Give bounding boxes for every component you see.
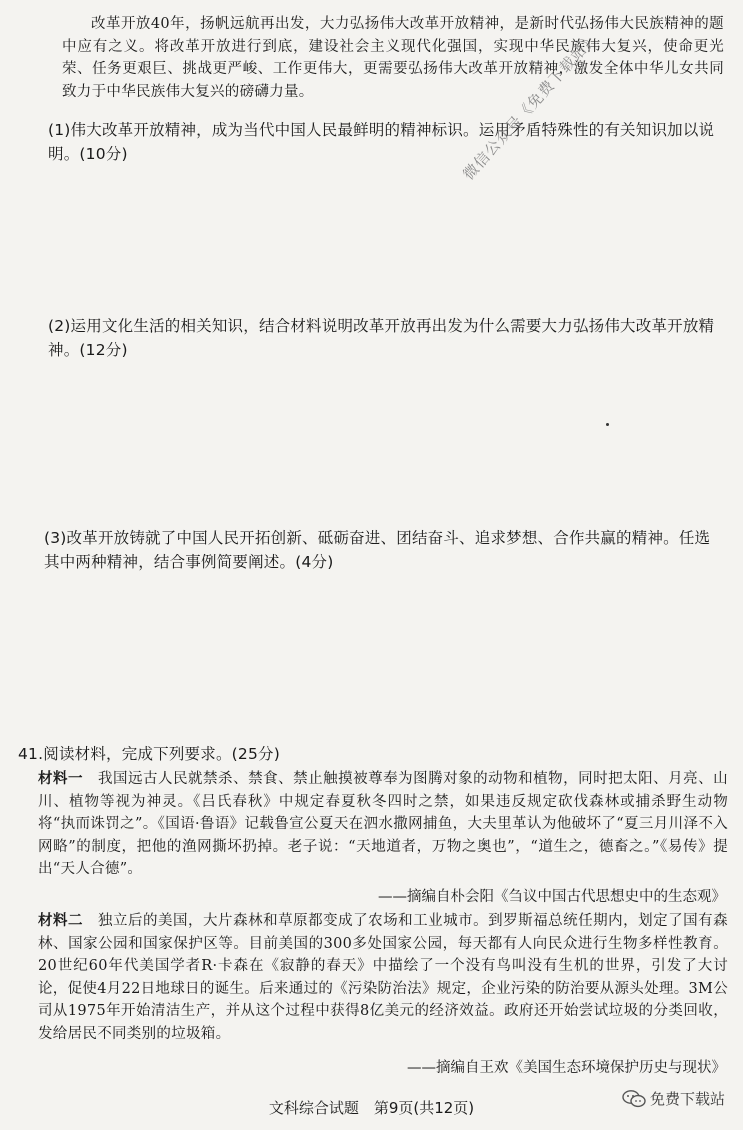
material-2-label: 材料二 bbox=[38, 912, 84, 929]
wechat-badge bbox=[622, 1088, 725, 1109]
material-2 bbox=[38, 910, 728, 1045]
source-2: ——摘编自王欢《美国生态环境保护历史与现状》 bbox=[407, 1060, 726, 1076]
question-2: (2)运用文化生活的相关知识，结合材料说明改革开放再出发为什么需要大力弘扬伟大改革开放精神。(12分) bbox=[48, 317, 715, 359]
wechat-label: 免费下载站 bbox=[650, 1090, 726, 1108]
question-41: 41.阅读材料，完成下列要求。(25分) bbox=[18, 745, 280, 763]
question-1: (1)伟大改革开放精神，成为当代中国人民最鲜明的精神标识。运用矛盾特殊性的有关知识加以说明。(10分) bbox=[48, 121, 715, 163]
watermark-text: 微信公众号《免费下载站》 bbox=[459, 28, 602, 184]
page-footer: 文科综合试题 第9页(共12页) bbox=[268, 1099, 475, 1117]
material-1-label: 材料一 bbox=[38, 770, 84, 787]
material-2-text: 独立后的美国，大片森林和草原都变成了农场和工业城市。到罗斯福总统任期内，划定了国有森林、国家公园和国家保护区等。目前美国的300多处国家公园，每天都有人向民众进行生物多样性教育。20世纪60年代美国学者R·卡森在《寂静的春天》中描绘了一个没有鸟叫没有生机的世界，引发了大讨论，促使4月22日地球日的诞生。后来通过的《污染防治法》规定，企业污染的防治要从源头处理。3M公司从1975年开始清洁生产，并从这个过程中获得8亿美元的经济效益。政府还开始尝试垃圾的分类回收，发给居民不同类别的垃圾箱。 bbox=[38, 913, 728, 1042]
source-1: ——摘编自朴会阳《刍议中国古代思想史中的生态观》 bbox=[378, 889, 726, 905]
wechat-icon bbox=[622, 1090, 646, 1108]
intro-paragraph: 改革开放40年，扬帆远航再出发，大力弘扬伟大改革开放精神，是新时代弘扬伟大民族精神的题中应有之义。将改革开放进行到底，建设社会主义现代化强国，实现中华民族伟大复兴，使命更光荣、任务更艰巨、挑战更严峻、工作更伟大，更需要弘扬伟大改革开放精神，激发全体中华儿女共同致力于中华民族伟大复兴的磅礴力量。 bbox=[62, 16, 724, 100]
material-1 bbox=[38, 768, 728, 881]
speck-mark bbox=[606, 423, 609, 426]
material-1-text: 我国远古人民就禁杀、禁食、禁止触摸被尊奉为图腾对象的动物和植物，同时把太阳、月亮、山川、植物等视为神灵。《吕氏春秋》中规定春夏秋冬四时之禁，如果违反规定砍伐森林或捕杀野生动物将“执而诛罚之”。《国语·鲁语》记载鲁宣公夏天在泗水撒网捕鱼，大夫里革认为他破坏了“夏三月川泽不入网略”的制度，把他的渔网撕坏扔掉。老子说：“天地道者，万物之奥也”，“道生之，德畜之。”《易传》提出“天人合德”。 bbox=[38, 771, 728, 877]
question-3: (3)改革开放铸就了中国人民开拓创新、砥砺奋进、团结奋斗、追求梦想、合作共赢的精神。任选其中两种精神，结合事例简要阐述。(4分) bbox=[44, 529, 711, 571]
